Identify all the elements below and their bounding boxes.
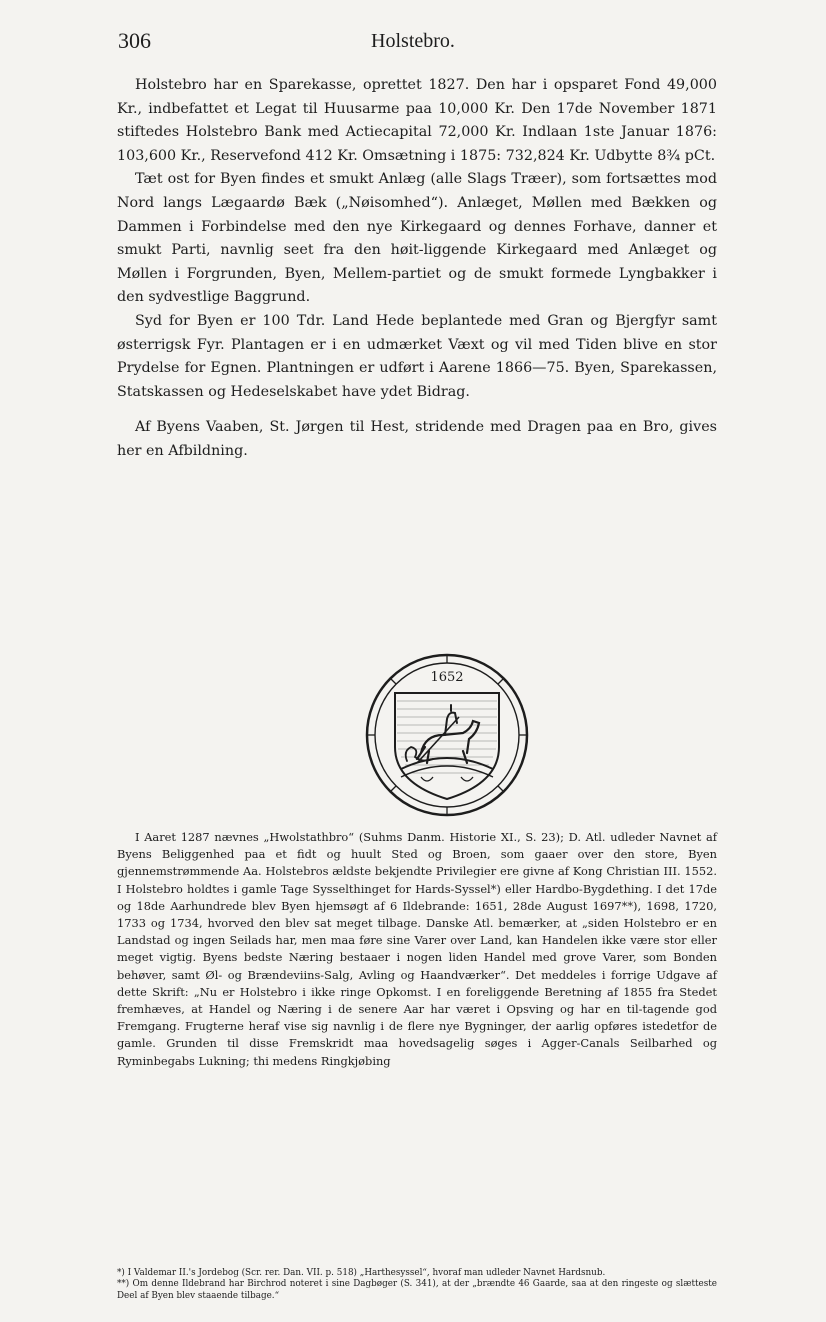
footnotes xyxy=(117,1268,717,1302)
footnote-1: *) I Valdemar II.'s Jordebog (Scr. rer. Dan. VII. p. 518) „Harthesyssel“, hvoraf man udleder Navnet Hardsnub. xyxy=(117,1268,606,1278)
seal-year: 1652 xyxy=(430,670,464,685)
paragraph-anlaeg: Tæt ost for Byen findes et smukt Anlæg (alle Slags Træer), som fortsættes mod Nord langs Lægaardø Bæk („Nøisomhed“). Anlæget, Møllen med Bækken og Dammen i Forbindelse med den nye Kirkegaard og dennes Forhave, danner et smukt Parti, navnlig seet fra den høit-liggende Kirkegaard med Anlæget og Møllen i Forgrunden, Byen, Mellem-partiet og de smukt formede Lyngbakker i den sydvestlige Baggrund. xyxy=(117,171,717,306)
footnote-2: **) Om denne Ildebrand har Birchrod noteret i sine Dagbøger (S. 341), at der „brændte 46 Gaarde, saa at den ringeste og slætteste Deel af Byen blev staaende tilbage.“ xyxy=(117,1279,717,1301)
history-caption xyxy=(117,829,717,1070)
body-text xyxy=(117,74,717,464)
paragraph-plantage: Syd for Byen er 100 Tdr. Land Hede beplantede med Gran og Bjergfyr samt østerrigsk Fyr. Plantagen er i en udmærket Væxt og vil med Tiden blive en stor Prydelse for Egnen. Plantningen er udført i Aarene 1866—75. Byen, Sparekassen, Statskassen og Hedeselskabet have ydet Bidrag. xyxy=(117,312,717,400)
city-seal-icon xyxy=(363,651,531,819)
paragraph-bank: Holstebro har en Sparekasse, oprettet 1827. Den har i opsparet Fond 49,000 Kr., indbefattet et Legat til Huusarme paa 10,000 Kr. Den 17de November 1871 stiftedes Holstebro Bank med Actiecapital 72,000 Kr. Indlaan 1ste Januar 1876: 103,600 Kr., Reservefond 412 Kr. Omsætning i 1875: 732,824 Kr. Udbytte 8¾ pCt. xyxy=(117,77,717,164)
caption-text: I Aaret 1287 nævnes „Hwolstathbro“ (Suhms Danm. Historie XI., S. 23); D. Atl. udleder Navnet af Byens Beliggenhed paa et fidt og huult Sted og Broen, som gaaer over den store, Byen gjennemstrømmende Aa. Holstebros ældste bekjendte Privilegier ere givne af Kong Christian III. 1552. I Holstebro holdtes i gamle Tage Sysselthinget for Hards-Syssel*) eller Hardbo-Bygdething. I det 17de og 18de Aarhundrede blev Byen hjemsøgt af 6 Ildebrande: 1651, 28de August 1697**), 1698, 1720, 1733 og 1734, hvorved den blev sat meget tilbage. Danske Atl. bemærker, at „siden Holstebro er en Landstad og ingen Seilads har, men maa føre sine Varer over Land, kan Handelen ikke være stor eller meget vigtig. Byens bedste Næring bestaaer i nogen liden Handel med grove Varer, som Bonden behøver, samt Øl- og Brændeviins-Salg, Avling og Haandværker“. Det meddeles i forrige Udgave af dette Skrift: „Nu er Holstebro i ikke ringe Opkomst. I en foreliggende Beretning af 1855 fra Stedet fremhæves, at Handel og Næring i de senere Aar har været i Opsving og har en til-tagende god Fremgang. Frugterne heraf vise sig navnlig i de flere nye Bygninger, der aarlig opføres istedetfor de gamle. Grunden til disse Fremskridt maa hovedsagelig søges i Agger-Canals Seilbarhed og Ryminbegabs Lukning; thi medens Ringkjøbing xyxy=(117,830,717,1068)
page-number: 306 xyxy=(118,28,151,53)
paragraph-vaaben: Af Byens Vaaben, St. Jørgen til Hest, stridende med Dragen paa en Bro, gives her en Afbildning. xyxy=(117,419,717,459)
running-head: Holstebro. xyxy=(371,30,455,52)
